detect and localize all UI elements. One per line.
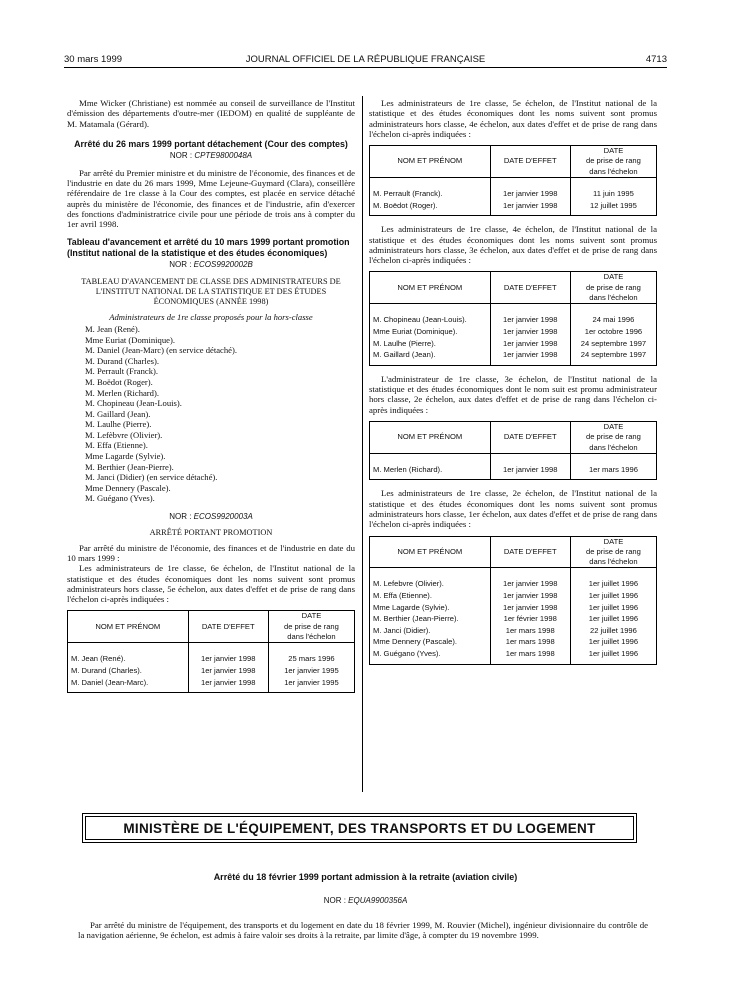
journal-title: JOURNAL OFFICIEL DE LA RÉPUBLIQUE FRANÇAISE bbox=[245, 54, 486, 65]
column-header-rank bbox=[570, 421, 656, 453]
promotion-paragraph-4e: Les administrateurs de 1re classe, 5e échelon, de l'Institut national de la statistique et des études économiques dont les noms suivent sont promus administrateurs hors classe, 4e échelon, aux dates d'effet et de prise de rang dans l'échelon ci-après indiquées : bbox=[369, 98, 657, 139]
column-header-rank-line: DATE bbox=[301, 611, 322, 621]
cell-rank-date: 24 septembre 1997 bbox=[570, 349, 656, 365]
cell-name: M. Janci (Didier). bbox=[370, 625, 491, 637]
cell-effect-date: 1er janvier 1998 bbox=[490, 453, 570, 480]
list-item: M. Berthier (Jean-Pierre). bbox=[85, 461, 174, 472]
list-item: M. Jean (René). bbox=[85, 323, 140, 334]
column-header-name: NOM ET PRÉNOM bbox=[370, 272, 491, 304]
cell-rank-date: 1er mars 1996 bbox=[570, 453, 656, 480]
cell-effect-date: 1er mars 1998 bbox=[490, 625, 570, 637]
column-header-rank-line: DATE bbox=[603, 146, 624, 156]
cell-name: M. Effa (Etienne). bbox=[370, 590, 491, 602]
cell-rank-date: 1er juillet 1996 bbox=[570, 568, 656, 590]
column-header-effect: DATE D'EFFET bbox=[490, 146, 570, 178]
table-row bbox=[370, 349, 657, 365]
cell-effect-date: 1er janvier 1998 bbox=[490, 304, 570, 326]
list-item: M. Effa (Etienne). bbox=[85, 440, 148, 451]
table-row bbox=[370, 453, 657, 480]
header-date: 30 mars 1999 bbox=[64, 54, 123, 65]
cell-name: Mme Euriat (Dominique). bbox=[370, 326, 491, 338]
decree-title-retraite: Arrêté du 18 février 1999 portant admission à la retraite (aviation civile) bbox=[213, 872, 518, 882]
nor-label: NOR : bbox=[323, 896, 346, 905]
table-row bbox=[370, 326, 657, 338]
nor-label: NOR : bbox=[169, 512, 192, 522]
cell-name: Mme Dennery (Pascale). bbox=[370, 636, 491, 648]
column-header-rank bbox=[570, 536, 656, 568]
cell-name: M. Daniel (Jean-Marc). bbox=[68, 677, 189, 693]
promotion-paragraph-1er: Les administrateurs de 1re classe, 2e échelon, de l'Institut national de la statistique et des études économiques dont les noms suivent sont promus administrateurs hors classe, 1er échelon, aux dates d'effet et de prise de rang dans l'échelon ci-après indiquées : bbox=[369, 488, 657, 530]
page-header bbox=[64, 52, 667, 68]
nor-code: CPTE9800048A bbox=[194, 151, 253, 161]
nor-label: NOR : bbox=[169, 260, 192, 270]
column-divider bbox=[362, 96, 363, 792]
promotion-table-1 bbox=[67, 610, 355, 693]
cell-effect-date: 1er janvier 1998 bbox=[490, 602, 570, 614]
column-header-rank-line: DATE bbox=[603, 536, 624, 546]
table-row bbox=[370, 304, 657, 326]
cell-rank-date: 24 septembre 1997 bbox=[570, 338, 656, 350]
table-row bbox=[68, 643, 355, 665]
column-header-rank-line: de prise de rang bbox=[586, 156, 641, 166]
promotion-paragraph-2e: L'administrateur de 1re classe, 3e échelon, de l'Institut national de la statistique et des études économiques dont le nom suit est promu administrateur hors classe, 2e échelon, aux dates d'effet et de prise de rang dans l'échelon ci-après indiquées : bbox=[369, 373, 657, 415]
column-header-name: NOM ET PRÉNOM bbox=[68, 611, 189, 643]
table-row bbox=[370, 338, 657, 350]
cell-name: M. Merlen (Richard). bbox=[370, 453, 491, 480]
table-row bbox=[370, 613, 657, 625]
promotion-intro: Par arrêté du ministre de l'économie, des finances et de l'industrie en date du 10 mars 1999 : bbox=[67, 542, 355, 563]
cell-rank-date: 1er janvier 1995 bbox=[268, 677, 354, 693]
column-header-effect: DATE D'EFFET bbox=[490, 421, 570, 453]
list-item: M. Guégano (Yves). bbox=[85, 493, 155, 504]
column-header-rank bbox=[570, 146, 656, 178]
nor-code: ECOS9920002B bbox=[193, 260, 253, 270]
list-item: Mme Lagarde (Sylvie). bbox=[85, 451, 166, 462]
table-row bbox=[370, 625, 657, 637]
cell-name: M. Gaillard (Jean). bbox=[370, 349, 491, 365]
table-row bbox=[370, 590, 657, 602]
nor-reference bbox=[64, 896, 667, 905]
cell-rank-date: 1er octobre 1996 bbox=[570, 326, 656, 338]
table-row bbox=[370, 568, 657, 590]
column-header-rank-line: dans l'échelon bbox=[287, 632, 336, 642]
cell-effect-date: 1er janvier 1998 bbox=[490, 568, 570, 590]
cell-name: M. Laulhe (Pierre). bbox=[370, 338, 491, 350]
cell-name: M. Boëdot (Roger). bbox=[370, 200, 491, 216]
column-header-rank-line: dans l'échelon bbox=[589, 442, 638, 452]
cell-rank-date: 24 mai 1996 bbox=[570, 304, 656, 326]
list-item: M. Lefèbvre (Olivier). bbox=[85, 429, 163, 440]
column-header-rank-line: dans l'échelon bbox=[589, 557, 638, 567]
ministry-banner bbox=[82, 813, 637, 843]
cell-effect-date: 1er janvier 1998 bbox=[490, 338, 570, 350]
decree-title-tableau: Tableau d'avancement et arrêté du 10 mars 1999 portant promotion (Institut national de la statistique et des études économiques) bbox=[67, 237, 350, 258]
column-header-rank-line: de prise de rang bbox=[284, 621, 339, 631]
cell-effect-date: 1er janvier 1998 bbox=[490, 326, 570, 338]
cell-effect-date: 1er janvier 1998 bbox=[490, 200, 570, 216]
column-header-rank-line: de prise de rang bbox=[586, 432, 641, 442]
cell-rank-date: 1er juillet 1996 bbox=[570, 648, 656, 664]
column-header-rank-line: DATE bbox=[603, 421, 624, 431]
list-item: M. Boëdot (Roger). bbox=[85, 376, 153, 387]
promotion-table-5 bbox=[369, 536, 657, 665]
cell-effect-date: 1er janvier 1998 bbox=[490, 178, 570, 200]
ministry-title: MINISTÈRE DE L'ÉQUIPEMENT, DES TRANSPORTS ET DU LOGEMENT bbox=[123, 820, 596, 836]
cell-effect-date: 1er janvier 1998 bbox=[188, 643, 268, 665]
tableau-caption: TABLEAU D'AVANCEMENT DE CLASSE DES ADMINISTRATEURS DE L'INSTITUT NATIONAL DE LA STATISTIQUE ET DES ÉTUDES ÉCONOMIQUES (ANNÉE 1998) bbox=[81, 276, 341, 307]
right-column bbox=[369, 98, 657, 673]
retraite-paragraph: Par arrêté du ministre de l'équipement, des transports et du logement en date du 18 février 1999, M. Rouvier (Michel), ingénieur divisionnaire du contrôle de la navigation aérienne, 9e échelon, est admis à faire valoir ses droits à la retraite, par limite d'âge, à compter du 19 novembre 1999. bbox=[78, 920, 648, 941]
cell-effect-date: 1er janvier 1998 bbox=[188, 677, 268, 693]
cell-name: M. Berthier (Jean-Pierre). bbox=[370, 613, 491, 625]
cell-rank-date: 1er juillet 1996 bbox=[570, 636, 656, 648]
table-row bbox=[68, 665, 355, 677]
tableau-subcaption: Administrateurs de 1re classe proposés pour la hors-classe bbox=[109, 311, 313, 322]
cell-rank-date: 25 mars 1996 bbox=[268, 643, 354, 665]
data-table bbox=[67, 610, 355, 693]
list-item: M. Gaillard (Jean). bbox=[85, 408, 151, 419]
list-item: M. Perrault (Franck). bbox=[85, 366, 159, 377]
cell-name: M. Chopineau (Jean-Louis). bbox=[370, 304, 491, 326]
list-item: Mme Euriat (Dominique). bbox=[85, 334, 175, 345]
cell-name: M. Perrault (Franck). bbox=[370, 178, 491, 200]
names-list bbox=[85, 324, 355, 504]
promotion-table-4 bbox=[369, 421, 657, 480]
column-header-rank-line: de prise de rang bbox=[586, 546, 641, 556]
column-header-rank bbox=[570, 272, 656, 304]
list-item: M. Merlen (Richard). bbox=[85, 387, 159, 398]
column-header-rank-line: dans l'échelon bbox=[589, 166, 638, 176]
cell-effect-date: 1er mars 1998 bbox=[490, 636, 570, 648]
list-item: M. Daniel (Jean-Marc) (en service détaché). bbox=[85, 345, 237, 356]
cell-rank-date: 12 juillet 1995 bbox=[570, 200, 656, 216]
column-header-rank bbox=[268, 611, 354, 643]
cell-rank-date: 11 juin 1995 bbox=[570, 178, 656, 200]
cell-rank-date: 1er juillet 1996 bbox=[570, 590, 656, 602]
promotion-table-3 bbox=[369, 271, 657, 365]
cell-name: Mme Lagarde (Sylvie). bbox=[370, 602, 491, 614]
list-item: M. Laulhe (Pierre). bbox=[85, 419, 152, 430]
list-item: M. Janci (Didier) (en service détaché). bbox=[85, 472, 218, 483]
table-row bbox=[370, 636, 657, 648]
nor-reference bbox=[67, 260, 355, 270]
cell-effect-date: 1er janvier 1998 bbox=[490, 590, 570, 602]
cell-effect-date: 1er janvier 1998 bbox=[490, 349, 570, 365]
data-table bbox=[369, 145, 657, 216]
column-header-effect: DATE D'EFFET bbox=[188, 611, 268, 643]
column-header-rank-line: dans l'échelon bbox=[589, 293, 638, 303]
promotion-paragraph-3e: Les administrateurs de 1re classe, 4e échelon, de l'Institut national de la statistique et des études économiques dont les noms suivent sont promus administrateurs hors classe, 3e échelon, aux dates d'effet et de prise de rang dans l'échelon ci-après indiquées : bbox=[369, 224, 657, 266]
nor-reference bbox=[67, 151, 355, 161]
promotion-table-2 bbox=[369, 145, 657, 216]
nor-reference bbox=[67, 512, 355, 522]
column-header-rank-line: de prise de rang bbox=[586, 282, 641, 292]
column-header-effect: DATE D'EFFET bbox=[490, 272, 570, 304]
column-header-name: NOM ET PRÉNOM bbox=[370, 146, 491, 178]
list-item: M. Durand (Charles). bbox=[85, 355, 159, 366]
nor-code: ECOS9920003A bbox=[193, 512, 253, 522]
table-row bbox=[68, 677, 355, 693]
column-header-name: NOM ET PRÉNOM bbox=[370, 421, 491, 453]
intro-paragraph: Mme Wicker (Christiane) est nommée au conseil de surveillance de l'Institut d'émission des départements d'outre-mer (IEDOM) en qualité de suppléante de M. Matamala (Gérard). bbox=[67, 98, 355, 129]
cell-effect-date: 1er mars 1998 bbox=[490, 648, 570, 664]
page-number: 4713 bbox=[645, 54, 667, 65]
data-table bbox=[369, 536, 657, 665]
column-header-name: NOM ET PRÉNOM bbox=[370, 536, 491, 568]
header-rule bbox=[64, 67, 667, 68]
list-item: M. Chopineau (Jean-Louis). bbox=[85, 398, 182, 409]
table-row bbox=[370, 602, 657, 614]
detachement-paragraph: Par arrêté du Premier ministre et du ministre de l'économie, des finances et de l'industrie en date du 26 mars 1999, Mme Lejeune-Guymard (Clara), conseillère référendaire de 1re classe à la Cour des comptes, est placée en service détaché auprès du ministère de l'économie, des finances et de l'industrie, afin d'exercer des fonctions d'administratrice civile pour une période de trois ans à compter du 1er avril 1998. bbox=[67, 167, 355, 230]
data-table bbox=[369, 421, 657, 480]
cell-effect-date: 1er février 1998 bbox=[490, 613, 570, 625]
column-header-rank-line: DATE bbox=[603, 272, 624, 282]
cell-name: M. Lefebvre (Olivier). bbox=[370, 568, 491, 590]
list-item: Mme Dennery (Pascale). bbox=[85, 482, 171, 493]
cell-rank-date: 1er juillet 1996 bbox=[570, 602, 656, 614]
table-row bbox=[370, 178, 657, 200]
data-table bbox=[369, 271, 657, 365]
cell-rank-date: 1er janvier 1995 bbox=[268, 665, 354, 677]
table-row bbox=[370, 648, 657, 664]
left-column bbox=[67, 98, 355, 701]
decree-title-detachement: Arrêté du 26 mars 1999 portant détachement (Cour des comptes) bbox=[74, 138, 348, 149]
promotion-paragraph: Les administrateurs de 1re classe, 6e échelon, de l'Institut national de la statistique et des études économiques dont les noms suivent sont promus administrateurs hors classe, 5e échelon, aux dates d'effet et de prise de rang dans l'échelon ci-après indiquées : bbox=[67, 563, 355, 605]
cell-rank-date: 1er juillet 1996 bbox=[570, 613, 656, 625]
cell-name: M. Guégano (Yves). bbox=[370, 648, 491, 664]
cell-effect-date: 1er janvier 1998 bbox=[188, 665, 268, 677]
nor-code: EQUA9900356A bbox=[348, 896, 408, 905]
table-row bbox=[370, 200, 657, 216]
cell-name: M. Jean (René). bbox=[68, 643, 189, 665]
promotion-heading: ARRÊTÉ PORTANT PROMOTION bbox=[149, 528, 273, 538]
cell-rank-date: 22 juillet 1996 bbox=[570, 625, 656, 637]
nor-label: NOR : bbox=[169, 151, 193, 161]
cell-name: M. Durand (Charles). bbox=[68, 665, 189, 677]
column-header-effect: DATE D'EFFET bbox=[490, 536, 570, 568]
